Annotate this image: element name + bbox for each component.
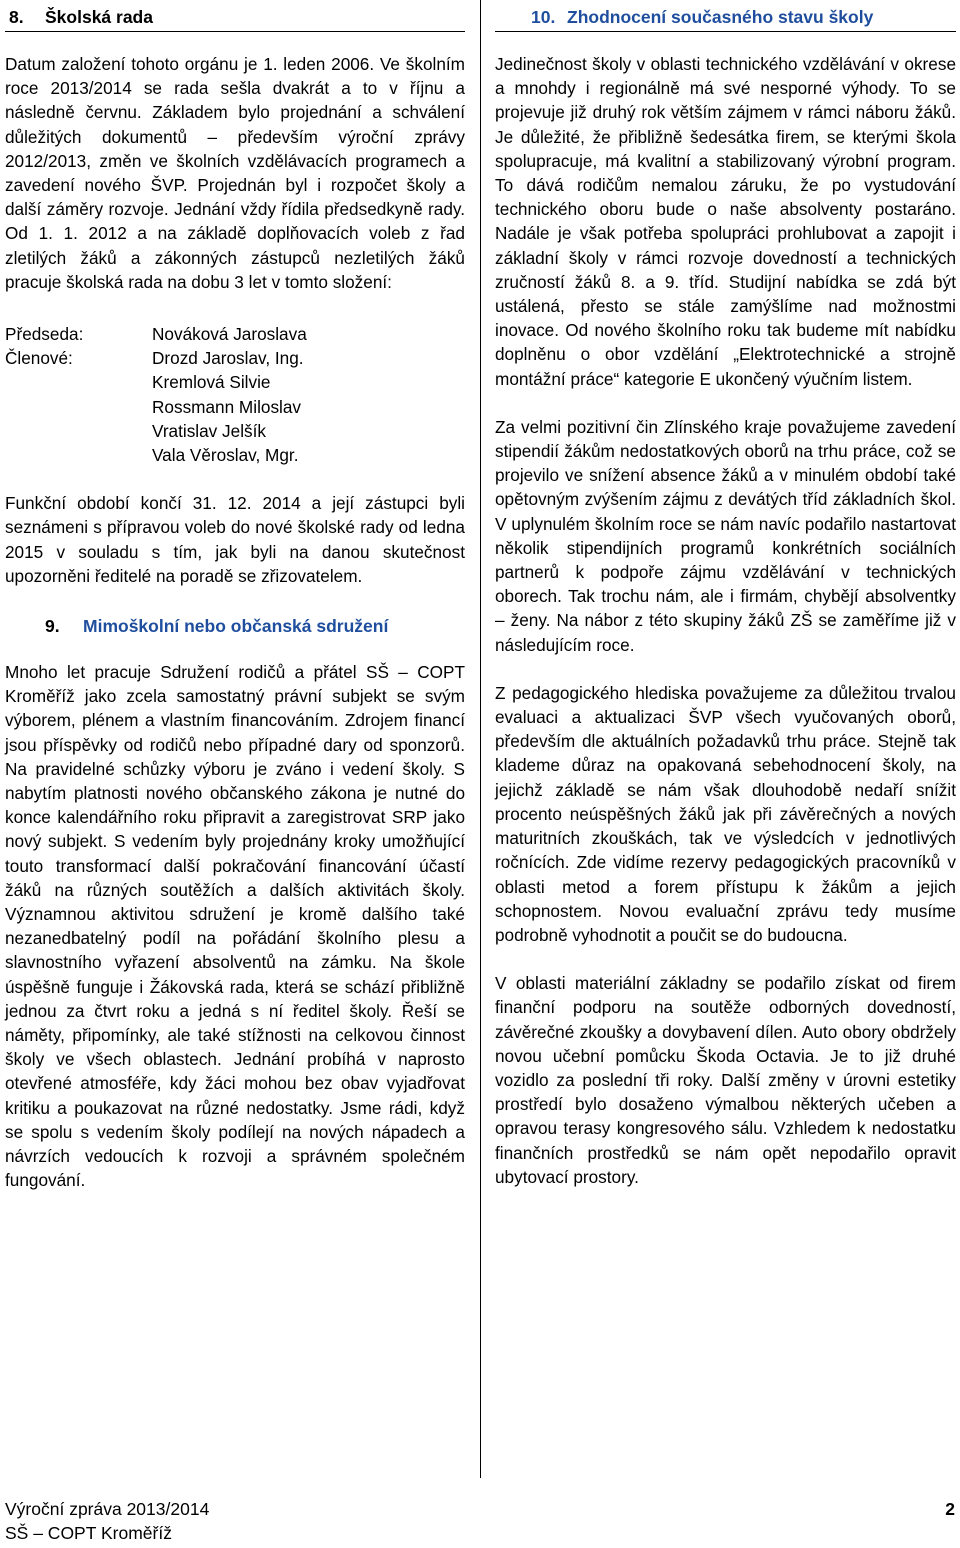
school-board-intro: Datum založení tohoto orgánu je 1. leden 2006. Ve školním roce 2013/2014 se rada sešla dvakrát a to v říjnu a následně červnu. Základem bylo projednání a schválení důležitých dokumentů – především výroční zprávy 2012/2013, změn ve školních vzdělávacích programech a zavedení nového ŠVP. Projednán byl i rozpočet školy a další záměry rozvoje. Jednání vždy řídila předsedkyně rady. Od 1. 1. 2012 a na základě doplňovacích voleb z řad zletilých žáků a zákonných zástupců nezletilých žáků pracuje školská rada na dobu 3 let v tomto složení: <box>5 54 465 292</box>
school-name: SŠ – COPT Kroměříž <box>5 1523 172 1543</box>
section-9-heading <box>5 614 465 638</box>
member-name: Kremlová Silvie <box>152 372 271 393</box>
page-number: 2 <box>945 1499 955 1519</box>
page-footer <box>5 1497 955 1545</box>
member-name: Drozd Jaroslav, Ing. <box>152 348 304 369</box>
board-members-table <box>5 322 465 467</box>
section-number: 9. <box>45 615 60 636</box>
section-title: Školská rada <box>45 7 153 27</box>
section-number: 10. <box>531 7 556 27</box>
member-name: Vratislav Jelšík <box>152 420 266 441</box>
column-divider <box>480 0 481 1478</box>
right-column <box>495 0 956 1189</box>
associations-paragraph: Mnoho let pracuje Sdružení rodičů a přátel SŠ – COPT Kroměříž jako zcela samostatný právní subjekt se svým výborem, plénem a vlastním financováním. Zdrojem financí jsou příspěvky od rodičů nebo případné dary od sponzorů. Na pravidelné schůzky výboru je zváno i vedení školy. S nabytím platnosti nového občanského zákona je nutné do konce kalendářního roku připravit a zaregistrovat SRP jako nový subjekt. S vedením byly projednány kroky umožňující touto transformací další pokračování financování účastí žáků na různých soutěžích a dalších aktivitách školy. Významnou aktivitou sdružení je kromě dalšího také nezanedbatelný podíl na pořádání školního plesu a slavnostního vyřazení absolventů na zámku. Na škole úspěšně funguje i Žákovská rada, která se schází přibližně jednou za čtvrt roku a jedná s ní ředitel školy. Řeší se náměty, připomínky, ale také stížnosti na celkovou činnost školy ve všech oblastech. Jednání probíhá v naprosto otevřené atmosféře, kdy žáci mohou bez obav vyjadřovat kritiku a poukazovat na různé nedostatky. Jsme rádi, když se spolu s vedením školy podílejí na nových nápadech a návrzích vedoucích k rozvoji a správném společném fungování. <box>5 661 465 1191</box>
section-title: Mimoškolní nebo občanská sdružení <box>83 615 389 636</box>
report-title: Výroční zpráva 2013/2014 <box>5 1499 210 1519</box>
section-8-heading <box>5 0 465 32</box>
evaluation-paragraph-2: Za velmi pozitivní čin Zlínského kraje považujeme zavedení stipendií žákům nedostatkových oborů na trhu práce, což se projevilo ve snížení absence žáků a v minulém období také opětovným zvýšením zájmu z devátých tříd základních škol. V uplynulém školním roce se nám navíc podařilo nastartovat několik stipendijních programů konkrétních sociálních partnerů k podpoře zájmu vzdělávání v technických oborech. Tak trochu nám, ale i firmám, chybějí absolventky – ženy. Na nábor z této skupiny žáků ZŠ se zaměříme již v následujícím roce. <box>495 416 956 655</box>
chair-label: Předseda: <box>5 324 84 345</box>
member-name: Vala Věroslav, Mgr. <box>152 444 299 465</box>
term-paragraph: Funkční období končí 31. 12. 2014 a její zástupci byli seznámeni s přípravou voleb do nové školské rady od ledna 2015 v souladu s tím, jak byli na danou skutečnost upozorněni ředitelé na poradě se zřizovatelem. <box>5 493 465 586</box>
section-number: 8. <box>9 7 24 27</box>
member-name: Rossmann Miloslav <box>152 396 302 417</box>
section-title: Zhodnocení současného stavu školy <box>567 7 874 27</box>
member-name: Nováková Jaroslava <box>152 324 307 345</box>
members-label: Členové: <box>5 348 73 369</box>
left-column <box>5 0 465 1192</box>
evaluation-paragraph-1: Jedinečnost školy v oblasti technického vzdělávání v okrese a mnohdy i regionálně má své nesporné výhody. To se projevuje již druhý rok větším zájmem v rámci náboru žáků. Je důležité, že přibližně šedesátka firem, se kterými škola spolupracuje, má kvalitní a stabilizovaný výrobní program. To dává rodičům nemalou záruku, že po vystudování technického oboru bude o naše absolventy postaráno. Nadále je však potřeba spolupráci prohlubovat a zapojit i základní školy v rámci rozvoje dovedností a technických zručností žáků 8. a 9. tříd. Studijní nabídka se zdá být ustálená, přesto se stále zamýšlíme nad možnostmi inovace. Od nového školního roku tak budeme mít nabídku doplněnu o obor vzdělání „Elektrotechnické a strojně montážní práce“ kategorie E ukončený výučním listem. <box>495 54 956 389</box>
evaluation-paragraph-4: V oblasti materiální základny se podařilo získat od firem finanční podporu na soutěže odborných dovedností, závěrečné zkoušky a dovybavení dílen. Auto obory obdržely novou učební pomůcku Škoda Octavia. Je to již druhé vozidlo za poslední tři roky. Další změny v úrovni estetiky prostředí bylo dosaženo výmalbou některých učeben a opravou terasy kongresového sálu. Vzhledem k nedostatku finančních prostředků se nám opět nepodařilo opravit ubytovací prostory. <box>495 973 956 1187</box>
evaluation-paragraph-3: Z pedagogického hlediska považujeme za důležitou trvalou evaluaci a aktualizaci ŠVP všech vyučovaných oborů, především dle aktuálních požadavků trhu práce. Stejně tak klademe důraz na opakovaná sebehodnocení školy, na jejichž základě se nám však dlouhodobě nedaří snížit procento neúspěšných žáků jak při závěrečných a nových maturitních zkouškách, tak ve výsledcích v jednotlivých ročnících. Zde vidíme rezervy pedagogických pracovníků v oblasti metod a forem přístupu k žákům a jejich schopnostem. Novou evaluační zprávu tedy musíme podrobně vyhodnotit a poučit se do budoucna. <box>495 682 956 945</box>
section-10-heading <box>495 0 956 32</box>
